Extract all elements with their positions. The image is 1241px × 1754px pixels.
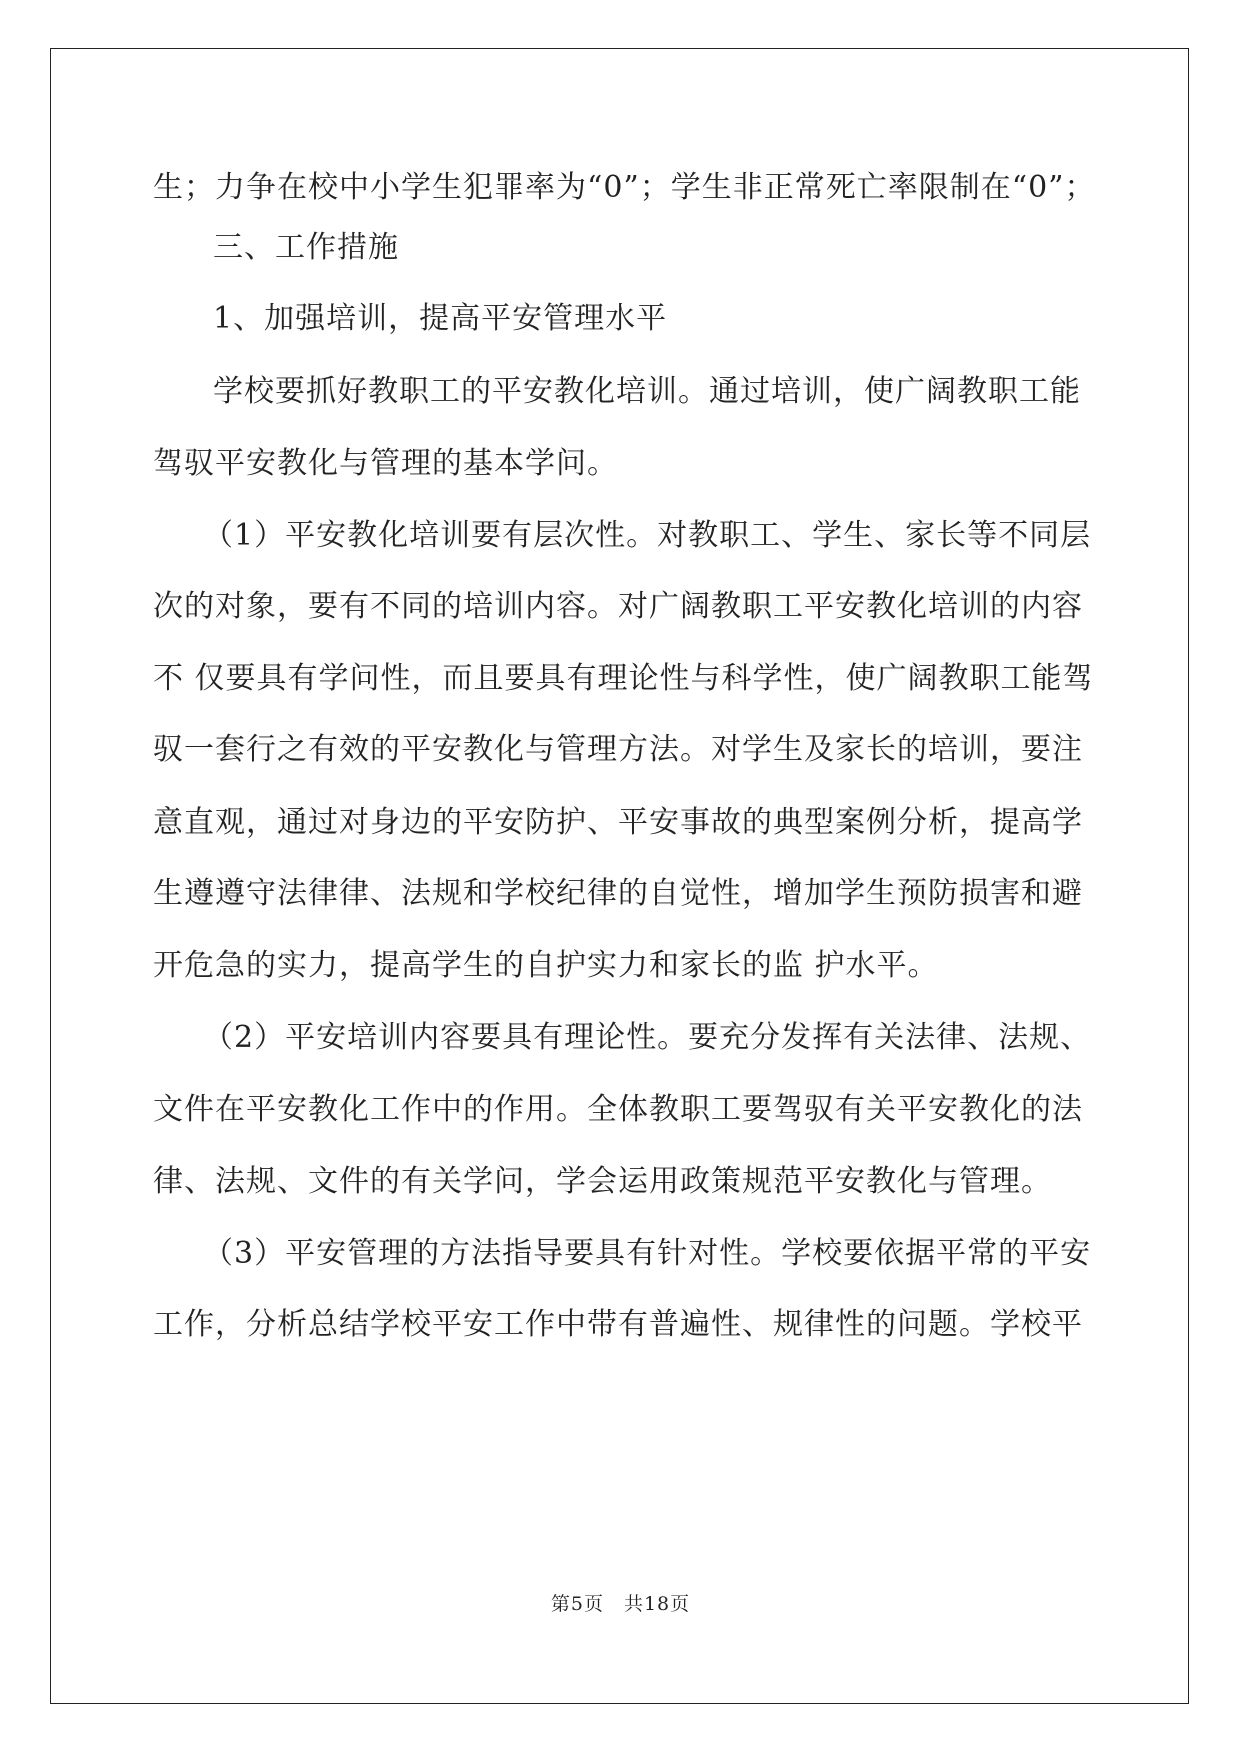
text-line: 驭一套行之有效的平安教化与管理方法。对学生及家长的培训，要注: [153, 732, 1083, 767]
subsection-heading: 1、加强培训，提高平安管理水平: [213, 301, 668, 336]
text-line: 工作，分析总结学校平安工作中带有普遍性、规律性的问题。学校平: [153, 1307, 1083, 1342]
text-line: （2）平安培训内容要具有理论性。要充分发挥有关法律、法规、: [203, 1020, 1092, 1055]
text-line: 不 仅要具有学问性，而且要具有理论性与科学性，使广阔教职工能驾: [153, 661, 1094, 696]
text-line: 次的对象，要有不同的培训内容。对广阔教职工平安教化培训的内容: [153, 589, 1083, 624]
text-line: 开危急的实力，提高学生的自护实力和家长的监 护水平。: [153, 948, 939, 983]
text-line: 生遵遵守法律律、法规和学校纪律的自觉性，增加学生预防损害和避: [153, 876, 1083, 911]
text-line: 学校要抓好教职工的平安教化培训。通过培训，使广阔教职工能: [213, 374, 1081, 409]
page-number-footer: 第5页 共18页: [550, 1593, 691, 1615]
text-line: 律、法规、文件的有关学问，学会运用政策规范平安教化与管理。: [153, 1164, 1052, 1199]
text-line: 意直观，通过对身边的平安防护、平安事故的典型案例分析，提高学: [153, 805, 1083, 840]
text-line: 驾驭平安教化与管理的基本学问。: [153, 446, 618, 481]
text-line: （1）平安教化培训要有层次性。对教职工、学生、家长等不同层: [203, 518, 1092, 553]
text-line: 文件在平安教化工作中的作用。全体教职工要驾驭有关平安教化的法: [153, 1092, 1083, 1127]
section-heading: 三、工作措施: [213, 230, 399, 265]
text-line: 生；力争在校中小学生犯罪率为“0”；学生非正常死亡率限制在“0”；: [153, 170, 1096, 205]
text-line: （3）平安管理的方法指导要具有针对性。学校要依据平常的平安: [203, 1236, 1092, 1271]
